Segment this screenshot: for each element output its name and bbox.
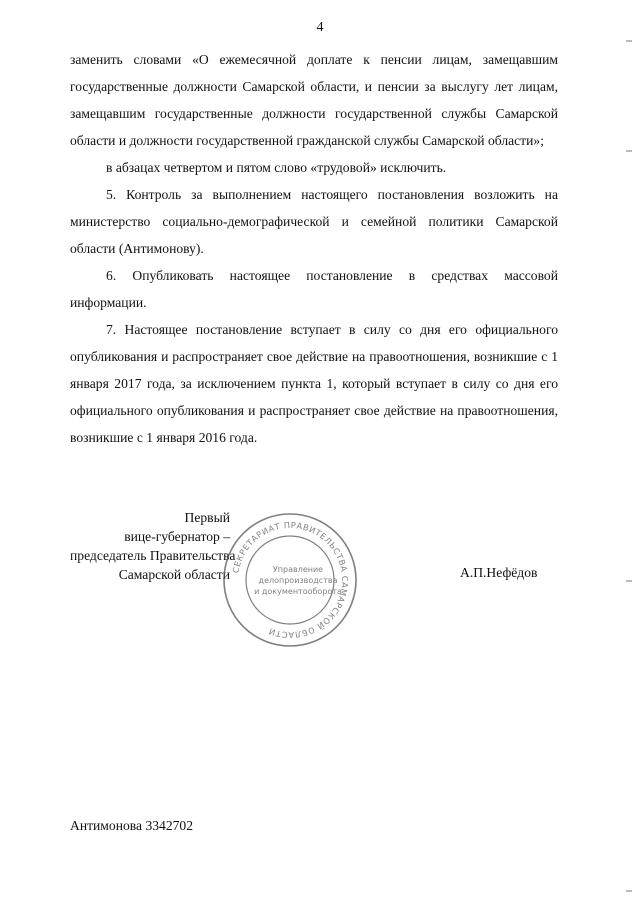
paragraph-item-6: 6. Опубликовать настоящее постановление в средствах массовой информации. — [70, 268, 558, 310]
paragraph-replacement: заменить словами «О ежемесячной доплате к пенсии лицам, замещавшим государственные должности Самарской области, и пенсии за выслугу лет лицам, замещавшим государственные должности государственной службы Самарской области и должности государственной гражданской службы Самарской области»; — [70, 52, 558, 148]
margin-scan-mark — [626, 580, 632, 582]
signature-title-line: председатель Правительства — [70, 548, 236, 563]
signature-title-block — [70, 508, 236, 584]
seal-center-line: Управление — [272, 565, 324, 574]
margin-scan-mark — [626, 40, 632, 42]
signature-title-line: Первый — [184, 510, 230, 525]
margin-scan-mark — [626, 890, 632, 892]
official-seal-stamp — [222, 512, 358, 648]
signer-name: А.П.Нефёдов — [460, 565, 538, 580]
paragraph-abzats: в абзацах четвертом и пятом слово «трудовой» исключить. — [106, 160, 447, 175]
document-body — [70, 46, 558, 451]
seal-center-line: и документооборота — [254, 587, 342, 596]
page-number: 4 — [316, 20, 324, 35]
paragraph-item-5: 5. Контроль за выполнением настоящего постановления возложить на министерство социально-демографической и семейной политики Самарской области (Антимонову). — [70, 187, 558, 256]
seal-center-line: делопроизводства — [258, 576, 338, 585]
margin-scan-mark — [626, 150, 632, 152]
seal-ring-textpath: СЕКРЕТАРИАТ ПРАВИТЕЛЬСТВА САМАРСКОЙ ОБЛАСТИ — [230, 519, 351, 641]
signature-title-line: Самарской области — [118, 567, 230, 582]
paragraph-item-7: 7. Настоящее постановление вступает в силу со дня его официального опубликования и распространяет свое действие на правоотношения, возникшие с 1 января 2017 года, за исключением пункта 1, который вступает в силу со дня его официального опубликования и распространяет свое действие на правоотношения, возникшие с 1 января 2016 года. — [70, 322, 558, 445]
executor-contact: Антимонова 3342702 — [70, 818, 194, 833]
signature-title-line: вице-губернатор – — [124, 529, 230, 544]
